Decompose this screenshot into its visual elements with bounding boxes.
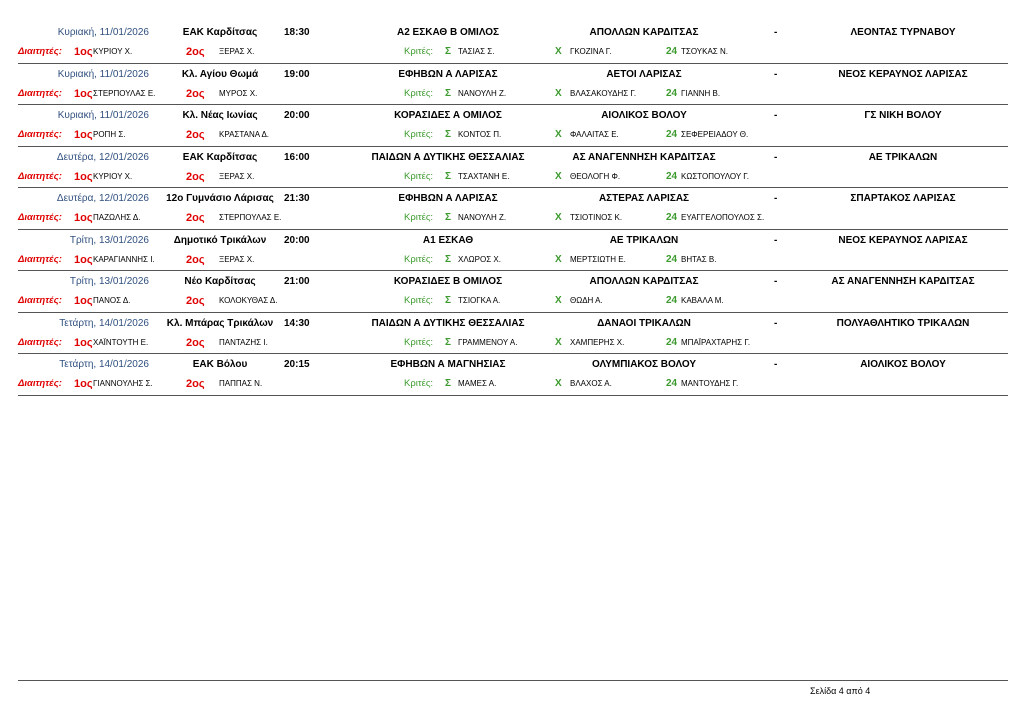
scorer-name: ΧΛΩΡΟΣ Χ.	[458, 254, 501, 264]
match-info-line	[18, 275, 1008, 291]
first-referee-label: 1ος	[74, 336, 93, 349]
judges-label: Κριτές:	[404, 378, 434, 389]
referees-label: Διαιτητές:	[18, 170, 62, 182]
score-separator: -	[774, 68, 778, 80]
away-team: ΝΕΟΣ ΚΕΡΑΥΝΟΣ ΛΑΡΙΣΑΣ	[838, 234, 968, 246]
referees-label: Διαιτητές:	[18, 46, 62, 57]
officials-line	[18, 170, 1008, 186]
match-row	[18, 105, 1008, 147]
away-team: ΝΕΟΣ ΚΕΡΑΥΝΟΣ ΛΑΡΙΣΑΣ	[838, 68, 968, 80]
timer-name: ΒΛΑΣΑΚΟΥΔΗΣ Γ.	[570, 88, 637, 98]
first-referee-name: ΠΑΖΩΛΗΣ Δ.	[93, 213, 141, 222]
timer-name: ΧΑΜΠΕΡΗΣ Χ.	[570, 337, 625, 347]
shot-clock-name: ΚΑΒΑΛΑ Μ.	[681, 296, 724, 305]
first-referee-label: 1ος	[74, 212, 93, 224]
referees-label: Διαιτητές:	[18, 378, 62, 389]
scorer-name: ΤΣΑΧΤΑΝΗ Ε.	[458, 171, 510, 181]
timer-name: ΓΚΟΖΙΝΑ Γ.	[570, 47, 612, 56]
second-referee-name: ΞΕΡΑΣ Χ.	[219, 47, 255, 56]
match-info-line	[18, 317, 1008, 333]
away-team: ΠΟΛΥΑΘΛΗΤΙΚΟ ΤΡΙΚΑΛΩΝ	[836, 317, 970, 329]
scorer-label: Σ	[445, 46, 452, 57]
second-referee-label: 2ος	[186, 336, 205, 349]
match-info-line	[18, 358, 1008, 374]
officials-line	[18, 211, 1008, 227]
shot-clock-name: ΕΥΑΓΓΕΛΟΠΟΥΛΟΣ Σ.	[681, 213, 765, 222]
score-separator: -	[774, 276, 778, 287]
scorer-label: Σ	[445, 253, 452, 265]
match-time: 19:00	[284, 68, 310, 80]
away-team: ΣΠΑΡΤΑΚΟΣ ΛΑΡΙΣΑΣ	[850, 193, 956, 204]
second-referee-name: ΣΤΕΡΠΟΥΛΑΣ Ε.	[219, 213, 282, 222]
match-info-line	[18, 151, 1008, 167]
match-time: 14:30	[284, 317, 310, 329]
first-referee-label: 1ος	[74, 295, 93, 307]
scorer-label: Σ	[445, 336, 452, 348]
match-competition: ΚΟΡΑΣΙΔΕΣ Β ΟΜΙΛΟΣ	[393, 276, 503, 287]
match-time: 18:30	[284, 27, 310, 38]
judges-label: Κριτές:	[404, 87, 434, 99]
shot-clock-label: 24	[666, 378, 678, 389]
first-referee-name: ΚΥΡΙΟΥ Χ.	[93, 47, 133, 56]
match-row	[18, 271, 1008, 313]
footer-divider	[18, 680, 1008, 681]
first-referee-label: 1ος	[74, 129, 93, 141]
match-competition: ΠΑΙΔΩΝ Α ΔΥΤΙΚΗΣ ΘΕΣΣΑΛΙΑΣ	[371, 317, 525, 329]
match-row	[18, 188, 1008, 230]
match-info-line	[18, 68, 1008, 84]
second-referee-name: ΠΑΠΠΑΣ Ν.	[219, 379, 263, 388]
home-team: ΑΠΟΛΛΩΝ ΚΑΡΔΙΤΣΑΣ	[589, 27, 699, 38]
shot-clock-name: ΚΩΣΤΟΠΟΥΛΟΥ Γ.	[681, 171, 750, 181]
officials-line	[18, 253, 1008, 269]
second-referee-label: 2ος	[186, 212, 205, 224]
scorer-label: Σ	[445, 170, 452, 182]
match-competition: ΠΑΙΔΩΝ Α ΔΥΤΙΚΗΣ ΘΕΣΣΑΛΙΑΣ	[371, 151, 525, 163]
match-time: 21:00	[284, 276, 310, 287]
first-referee-name: ΡΟΠΗ Σ.	[93, 130, 126, 139]
referees-label: Διαιτητές:	[18, 295, 62, 306]
match-date: Τρίτη, 13/01/2026	[69, 234, 149, 246]
match-venue: Κλ. Αγίου Θωμά	[181, 68, 259, 80]
referees-label: Διαιτητές:	[18, 212, 62, 223]
first-referee-label: 1ος	[74, 46, 93, 58]
match-competition: ΕΦΗΒΩΝ Α ΛΑΡΙΣΑΣ	[398, 68, 498, 80]
away-team: ΛΕΟΝΤΑΣ ΤΥΡΝΑΒΟΥ	[850, 27, 956, 38]
shot-clock-name: ΓΙΑΝΝΗ Β.	[681, 88, 721, 98]
shot-clock-label: 24	[666, 336, 678, 348]
match-venue: Νέο Καρδίτσας	[184, 276, 256, 287]
first-referee-name: ΠΑΝΟΣ Δ.	[93, 296, 131, 305]
shot-clock-label: 24	[666, 170, 678, 182]
officials-line	[18, 294, 1008, 310]
match-date: Τετάρτη, 14/01/2026	[59, 359, 149, 370]
home-team: ΑΕΤΟΙ ΛΑΡΙΣΑΣ	[606, 68, 682, 80]
match-date: Κυριακή, 11/01/2026	[57, 27, 149, 38]
match-time: 16:00	[284, 151, 310, 163]
page-number: Σελίδα 4 από 4	[810, 686, 871, 696]
first-referee-label: 1ος	[74, 170, 93, 183]
scorer-name: ΝΑΝΟΥΛΗ Ζ.	[458, 213, 507, 222]
second-referee-label: 2ος	[186, 87, 205, 100]
first-referee-label: 1ος	[74, 253, 93, 266]
second-referee-label: 2ος	[186, 129, 205, 141]
match-date: Κυριακή, 11/01/2026	[57, 110, 149, 121]
match-row	[18, 354, 1008, 396]
judges-label: Κριτές:	[404, 336, 434, 348]
timer-name: ΘΩΔΗ Α.	[570, 296, 603, 305]
shot-clock-name: ΒΗΤΑΣ Β.	[681, 254, 717, 264]
second-referee-label: 2ος	[186, 46, 205, 58]
scorer-name: ΝΑΝΟΥΛΗ Ζ.	[458, 88, 507, 98]
timer-label: Χ	[555, 170, 562, 182]
home-team: ΑΣΤΕΡΑΣ ΛΑΡΙΣΑΣ	[598, 193, 690, 204]
match-venue: Κλ. Μπάρας Τρικάλων	[166, 317, 274, 329]
home-team: ΟΛΥΜΠΙΑΚΟΣ ΒΟΛΟΥ	[591, 359, 697, 370]
score-separator: -	[774, 234, 778, 246]
timer-label: Χ	[555, 336, 562, 348]
shot-clock-label: 24	[666, 129, 678, 140]
first-referee-name: ΓΙΑΝΝΟΥΛΗΣ Σ.	[93, 379, 153, 388]
match-venue: Κλ. Νέας Ιωνίας	[182, 110, 258, 121]
match-date: Δευτέρα, 12/01/2026	[56, 193, 149, 204]
timer-label: Χ	[555, 253, 562, 265]
match-row	[18, 147, 1008, 189]
judges-label: Κριτές:	[404, 295, 434, 306]
officials-line	[18, 87, 1008, 103]
scorer-name: ΤΑΣΙΑΣ Σ.	[458, 47, 495, 56]
scorer-label: Σ	[445, 129, 452, 140]
first-referee-label: 1ος	[74, 87, 93, 100]
home-team: ΑΠΟΛΛΩΝ ΚΑΡΔΙΤΣΑΣ	[589, 276, 699, 287]
timer-name: ΒΛΑΧΟΣ Α.	[570, 379, 612, 388]
timer-label: Χ	[555, 212, 562, 223]
match-date: Τρίτη, 13/01/2026	[69, 276, 149, 287]
shot-clock-label: 24	[666, 46, 678, 57]
timer-name: ΦΑΛΑΙΤΑΣ Ε.	[570, 130, 619, 139]
match-time: 20:00	[284, 234, 310, 246]
match-competition: Α2 ΕΣΚΑΘ Β ΟΜΙΛΟΣ	[396, 27, 500, 38]
referees-label: Διαιτητές:	[18, 87, 62, 99]
first-referee-name: ΧΑΪΝΤΟΥΤΗ Ε.	[93, 337, 149, 347]
shot-clock-name: ΜΑΝΤΟΥΔΗΣ Γ.	[681, 379, 739, 388]
match-schedule	[18, 22, 1008, 396]
match-info-line	[18, 109, 1008, 125]
match-row	[18, 64, 1008, 106]
timer-label: Χ	[555, 129, 562, 140]
away-team: ΓΣ ΝΙΚΗ ΒΟΛΟΥ	[864, 110, 942, 121]
second-referee-name: ΜΥΡΟΣ Χ.	[219, 88, 258, 98]
timer-label: Χ	[555, 378, 562, 389]
match-row	[18, 313, 1008, 355]
timer-name: ΤΣΙΟΤΙΝΟΣ Κ.	[570, 213, 623, 222]
match-time: 20:15	[284, 359, 310, 370]
match-info-line	[18, 192, 1008, 208]
scorer-label: Σ	[445, 378, 452, 389]
timer-label: Χ	[555, 295, 562, 306]
second-referee-label: 2ος	[186, 170, 205, 183]
second-referee-name: ΠΑΝΤΑΖΗΣ Ι.	[219, 337, 268, 347]
scorer-label: Σ	[445, 212, 452, 223]
second-referee-name: ΞΕΡΑΣ Χ.	[219, 171, 255, 181]
match-time: 21:30	[284, 193, 310, 204]
first-referee-name: ΣΤΕΡΠΟΥΛΑΣ Ε.	[93, 88, 156, 98]
referees-label: Διαιτητές:	[18, 336, 62, 348]
officials-line	[18, 336, 1008, 352]
match-venue: ΕΑΚ Καρδίτσας	[182, 27, 258, 38]
shot-clock-name: ΜΠΑΪΡΑΧΤΑΡΗΣ Γ.	[681, 337, 751, 347]
match-row	[18, 22, 1008, 64]
home-team: ΑΕ ΤΡΙΚΑΛΩΝ	[609, 234, 679, 246]
shot-clock-label: 24	[666, 87, 678, 99]
match-info-line	[18, 26, 1008, 42]
timer-label: Χ	[555, 46, 562, 57]
second-referee-label: 2ος	[186, 295, 205, 307]
match-info-line	[18, 234, 1008, 250]
match-date: Κυριακή, 11/01/2026	[57, 68, 149, 80]
judges-label: Κριτές:	[404, 253, 434, 265]
match-date: Τετάρτη, 14/01/2026	[59, 317, 149, 329]
referees-label: Διαιτητές:	[18, 253, 62, 265]
match-row	[18, 230, 1008, 272]
match-time: 20:00	[284, 110, 310, 121]
first-referee-name: ΚΥΡΙΟΥ Χ.	[93, 171, 133, 181]
shot-clock-label: 24	[666, 253, 678, 265]
match-venue: ΕΑΚ Βόλου	[192, 359, 248, 370]
shot-clock-label: 24	[666, 295, 678, 306]
scorer-label: Σ	[445, 87, 452, 99]
shot-clock-label: 24	[666, 212, 678, 223]
home-team: ΔΑΝΑΟΙ ΤΡΙΚΑΛΩΝ	[597, 317, 691, 329]
second-referee-label: 2ος	[186, 378, 205, 390]
second-referee-name: ΚΡΑΣΤΑΝΑ Δ.	[219, 130, 270, 139]
match-competition: Α1 ΕΣΚΑΘ	[422, 234, 474, 246]
home-team: ΑΣ ΑΝΑΓΕΝΝΗΣΗ ΚΑΡΔΙΤΣΑΣ	[572, 151, 716, 163]
match-venue: Δημοτικό Τρικάλων	[173, 234, 267, 246]
timer-name: ΘΕΟΛΟΓΗ Φ.	[570, 171, 621, 181]
second-referee-label: 2ος	[186, 253, 205, 266]
score-separator: -	[774, 27, 778, 38]
judges-label: Κριτές:	[404, 212, 434, 223]
shot-clock-name: ΣΕΦΕΡΕΙΑΔΟΥ Θ.	[681, 130, 749, 139]
timer-label: Χ	[555, 87, 562, 99]
match-venue: ΕΑΚ Καρδίτσας	[182, 151, 258, 163]
score-separator: -	[774, 359, 778, 370]
away-team: ΑΕ ΤΡΙΚΑΛΩΝ	[868, 151, 938, 163]
judges-label: Κριτές:	[404, 170, 434, 182]
scorer-name: ΚΟΝΤΟΣ Π.	[458, 130, 502, 139]
match-competition: ΕΦΗΒΩΝ Α ΛΑΡΙΣΑΣ	[398, 193, 498, 204]
referees-label: Διαιτητές:	[18, 129, 62, 140]
judges-label: Κριτές:	[404, 46, 434, 57]
scorer-name: ΤΣΙΟΓΚΑ Α.	[458, 296, 501, 305]
timer-name: ΜΕΡΤΣΙΩΤΗ Ε.	[570, 254, 626, 264]
officials-line	[18, 45, 1008, 61]
score-separator: -	[774, 317, 778, 329]
first-referee-label: 1ος	[74, 378, 93, 390]
scorer-name: ΓΡΑΜΜΕΝΟΥ Α.	[458, 337, 518, 347]
scorer-label: Σ	[445, 295, 452, 306]
second-referee-name: ΞΕΡΑΣ Χ.	[219, 254, 255, 264]
shot-clock-name: ΤΣΟΥΚΑΣ Ν.	[681, 47, 728, 56]
home-team: ΑΙΟΛΙΚΟΣ ΒΟΛΟΥ	[601, 110, 687, 121]
officials-line	[18, 377, 1008, 393]
score-separator: -	[774, 151, 778, 163]
match-competition: ΚΟΡΑΣΙΔΕΣ Α ΟΜΙΛΟΣ	[394, 110, 502, 121]
away-team: ΑΣ ΑΝΑΓΕΝΝΗΣΗ ΚΑΡΔΙΤΣΑΣ	[831, 276, 975, 287]
judges-label: Κριτές:	[404, 129, 434, 140]
officials-line	[18, 128, 1008, 144]
scorer-name: ΜΑΜΕΣ Α.	[458, 379, 497, 388]
match-venue: 12ο Γυμνάσιο Λάρισας	[166, 193, 274, 204]
second-referee-name: ΚΟΛΟΚΥΘΑΣ Δ.	[219, 296, 278, 305]
first-referee-name: ΚΑΡΑΓΙΑΝΝΗΣ Ι.	[93, 254, 155, 264]
score-separator: -	[774, 193, 778, 204]
match-competition: ΕΦΗΒΩΝ Α ΜΑΓΝΗΣΙΑΣ	[390, 359, 506, 370]
match-date: Δευτέρα, 12/01/2026	[56, 151, 149, 163]
away-team: ΑΙΟΛΙΚΟΣ ΒΟΛΟΥ	[860, 359, 946, 370]
score-separator: -	[774, 110, 778, 121]
